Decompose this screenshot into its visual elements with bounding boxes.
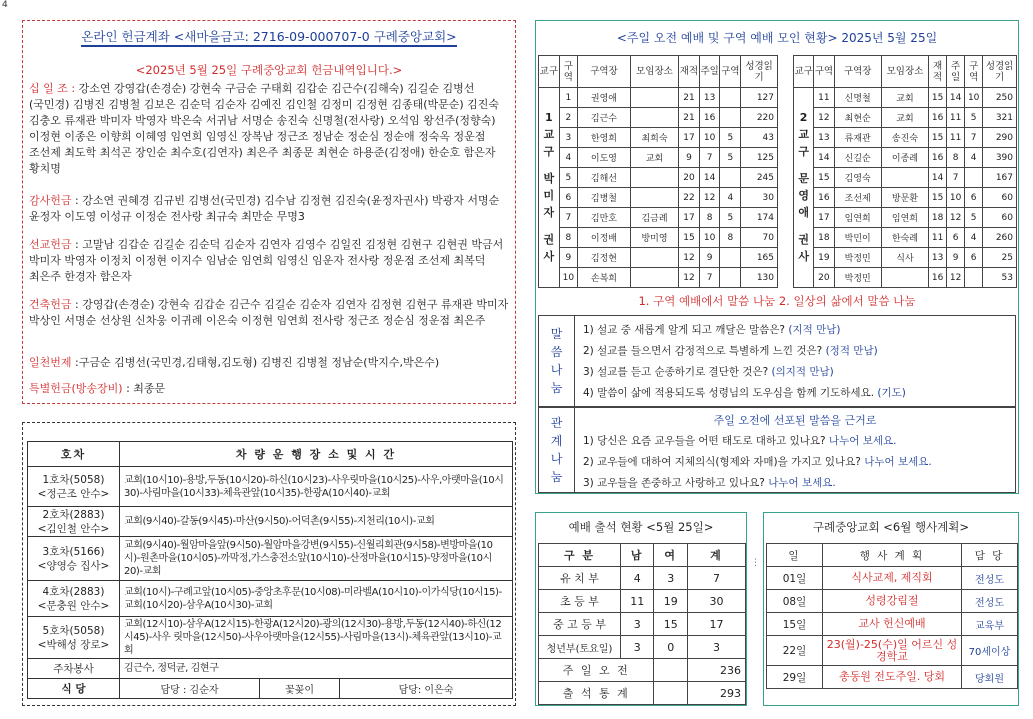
attendance-no: 17: [814, 208, 834, 228]
attendance-reg: 15: [929, 188, 947, 208]
vehicle-header-route: 차 량 운 행 장 소 및 시 간: [120, 442, 513, 467]
table-row: [539, 208, 778, 228]
relation-sharing-box: [538, 407, 1016, 493]
events-title: 구례중앙교회 <6월 행사계획>: [812, 520, 970, 534]
attendance-cell: 6: [965, 248, 983, 268]
table-row: 출 석 통 계 293: [539, 682, 746, 705]
attendance-sun: 14: [699, 168, 720, 188]
table-row: [794, 148, 1017, 168]
attendance-header: 교구: [539, 56, 560, 88]
tithe-label: 십 일 조 :: [29, 82, 79, 95]
vehicle-route: 교회(9시40)-월암마을앞(9시50)-월암마을강변(9시55)-신월리회관(9시58)-변방마을(10시)-원촌마을(10시05)-까막정,가스충전소앞(10시10)-산정마을(10시15)-양정마을(10시20)-교회: [120, 537, 513, 581]
special-names: : 최종문: [122, 382, 166, 395]
attendance-leader: 박정민: [834, 248, 881, 268]
attendance-cell: [965, 268, 983, 288]
building-names: : 강영갑(손경순) 강현숙 김갑순 김근수 김길순 김순자 김연자 김정현 김현구 류재관 박미자 박상인 서명순 선상원 신차웅 이귀례 이은숙 이정현 임연희 전사랑 정근조 정순심 정운점 최은주: [29, 298, 509, 327]
attendance-reg: 12: [679, 268, 700, 288]
attendance-leader: 신명철: [834, 88, 881, 108]
table-row: [794, 268, 1017, 288]
attendance-no: 3: [559, 128, 577, 148]
table-row: [794, 188, 1017, 208]
attendance-cell: [720, 248, 741, 268]
word-question: 4) 말씀이 삶에 적용되도록 성령님의 도우심을 함께 기도하세요. (기도): [583, 387, 906, 399]
table-row: [794, 228, 1017, 248]
attendance-read: 130: [741, 268, 778, 288]
attendance-place: [630, 268, 678, 288]
flower-manager: 담당: 이은숙: [340, 679, 513, 699]
attendance-reg: 16: [929, 108, 947, 128]
attendance-read: 321: [983, 108, 1017, 128]
meal-label: 식 당: [28, 679, 120, 699]
attendance-no: 19: [814, 248, 834, 268]
attendance-read: 220: [741, 108, 778, 128]
attendance-place: [630, 108, 678, 128]
attendance-place: 방문환: [881, 188, 928, 208]
table-row: [28, 507, 513, 537]
attendance-sun: 10: [699, 228, 720, 248]
attendance-header: 재적: [679, 56, 700, 88]
attendance-no: 12: [814, 108, 834, 128]
attendance-reg: 13: [929, 248, 947, 268]
mission-label: 선교헌금: [29, 238, 72, 251]
thousand-names: :구금순 김병선(국민경,김태형,김도형) 김병진 김병철 정남순(박지수,박은수): [71, 356, 440, 369]
attendance-read: 25: [983, 248, 1017, 268]
vehicle-car-cell: 4호차(2883) <문충원 안수>: [28, 581, 120, 617]
attendance-leader: 한영희: [578, 128, 631, 148]
attendance-place: 최희숙: [630, 128, 678, 148]
attendance-leader: 김근수: [578, 108, 631, 128]
tithe-section: [29, 81, 513, 177]
attendance-place: 교회: [881, 108, 928, 128]
attendance-sun: 9: [947, 248, 965, 268]
attendance-place: [881, 268, 928, 288]
table-row: [539, 88, 778, 108]
attendance-header: 교구: [794, 56, 814, 88]
attendance-status-table: [538, 543, 746, 705]
vehicle-route: 교회(10시)-구례고앞(10시05)-중앙초후문(10시08)-미라벨A(10시10)-이가식당(10시15)-교회(10시20)-삼우A(10시30)-교회: [120, 581, 513, 617]
attendance-sun: 9: [699, 248, 720, 268]
table-row: [28, 581, 513, 617]
attendance-read: 125: [741, 148, 778, 168]
building-label: 건축헌금: [29, 298, 72, 311]
attendance-reg: 15: [929, 88, 947, 108]
table-row: 29일 총동원 전도주일. 당회 당회원: [767, 666, 1018, 689]
attendance-no: 10: [559, 268, 577, 288]
attendance-leader: 이도영: [578, 148, 631, 168]
word-question: 2) 설교를 들으면서 감정적으로 특별하게 느낀 것은? (정적 만남): [583, 345, 878, 357]
table-row: [539, 108, 778, 128]
attendance-read: 60: [983, 208, 1017, 228]
worship-box: [535, 20, 1019, 494]
vehicle-car-cell: 5호차(5058) <박해성 장로>: [28, 617, 120, 659]
attendance-cell: 8: [720, 228, 741, 248]
vehicle-route: 교회(10시10)-용방,두동(10시20)-하신(10시23)-사우릿마을(10시25)-사우,아랫마을(10시30)-사림마을(10시33)-체육관앞(10시35)-한광A(10시40)-교회: [120, 467, 513, 507]
attendance-reg: 16: [929, 148, 947, 168]
attendance-place: [630, 168, 678, 188]
vehicle-car-cell: 3호차(5166) <양영승 집사>: [28, 537, 120, 581]
attendance-leader: 이정배: [578, 228, 631, 248]
relation-sharing-heading: 주일 오전에 선포된 말씀을 근거로: [713, 414, 877, 427]
attendance-place: [630, 88, 678, 108]
events-table: [766, 543, 1018, 689]
worship-title: <주일 오전 예배 및 구역 예배 모인 현황> 2025년 5월 25일: [616, 31, 938, 45]
attendance-cell: 7: [965, 128, 983, 148]
table-row: [28, 467, 513, 507]
attendance-cell: 5: [720, 208, 741, 228]
offering-account-title: 온라인 헌금계좌 <새마을금고: 2716-09-000707-0 구례중앙교회>: [23, 27, 515, 45]
word-sharing-label: 말 씀 나 눔: [539, 316, 575, 406]
table-row: 유 치 부 4 3 7: [539, 567, 746, 590]
attendance-header: 주일: [699, 56, 720, 88]
table-row: [539, 56, 778, 88]
thanks-label: 감사헌금: [29, 194, 72, 207]
attendance-place: 이종례: [881, 148, 928, 168]
attendance-reg: 17: [679, 208, 700, 228]
attendance-read: 60: [983, 188, 1017, 208]
attendance-header: 재적: [929, 56, 947, 88]
table-row: [794, 168, 1017, 188]
attendance-cell: 5: [965, 108, 983, 128]
attendance-sun: 10: [947, 188, 965, 208]
table-row: [794, 108, 1017, 128]
attendance-header: 구역: [720, 56, 741, 88]
attendance-read: 290: [983, 128, 1017, 148]
attendance-leader: 박민이: [834, 228, 881, 248]
relation-question: 2) 교우들에 대하여 지체의식(형제와 자매)을 가지고 있나요? 나누어 보세요.: [583, 456, 932, 468]
attendance-read: 127: [741, 88, 778, 108]
attendance-sun: 13: [699, 88, 720, 108]
attendance-read: 167: [983, 168, 1017, 188]
flower-label: 꽃꽂이: [260, 679, 340, 699]
parking-service-label: 주차봉사: [28, 659, 120, 679]
word-question: 1) 설교 중 새롭게 알게 되고 깨달은 말씀은? (지적 만남): [583, 324, 841, 336]
attendance-reg: 12: [679, 248, 700, 268]
attendance-header: 성경읽기: [983, 56, 1017, 88]
attendance-no: 9: [559, 248, 577, 268]
attendance-sun: 8: [699, 208, 720, 228]
attendance-leader: 김해선: [578, 168, 631, 188]
attendance-place: 방미영: [630, 228, 678, 248]
attendance-no: 14: [814, 148, 834, 168]
meal-manager: 담당 : 김순자: [120, 679, 260, 699]
attendance-table-left: [538, 55, 778, 288]
attendance-no: 8: [559, 228, 577, 248]
attendance-read: 250: [983, 88, 1017, 108]
attendance-cell: [720, 88, 741, 108]
page-number: 4: [2, 0, 8, 10]
vehicle-box: [22, 422, 516, 706]
table-row: [28, 659, 513, 679]
attendance-header: 구역: [965, 56, 983, 88]
attendance-cell: 5: [720, 148, 741, 168]
table-row: 15일 교사 헌신예배 교육부: [767, 613, 1018, 636]
table-row: [794, 128, 1017, 148]
table-row: [539, 148, 778, 168]
attendance-reg: 15: [929, 128, 947, 148]
attendance-sun: 16: [699, 108, 720, 128]
table-row: [539, 188, 778, 208]
attendance-place: 김금례: [630, 208, 678, 228]
attendance-header: 성경읽기: [741, 56, 778, 88]
attendance-sun: 6: [947, 228, 965, 248]
attendance-place: 교회: [881, 88, 928, 108]
table-row: 22일 23(월)-25(수)일 어르신 성경학교 70세이상: [767, 636, 1018, 666]
thousand-section: [29, 355, 513, 371]
table-row: 중 고 등 부 3 15 17: [539, 613, 746, 636]
attendance-cell: 5: [965, 208, 983, 228]
offering-box: [22, 20, 516, 404]
table-row: 01일 식사교제, 제직회 전성도: [767, 567, 1018, 590]
attendance-cell: 6: [965, 188, 983, 208]
parish-group-label: 1 교 구 박 미 자 권 사: [539, 88, 560, 288]
thousand-label: 일천번제: [29, 356, 72, 369]
attendance-reg: 20: [679, 168, 700, 188]
sharing-title: 1. 구역 예배에서 말씀 나눔 2. 일상의 삶에서 말씀 나눔: [638, 294, 916, 308]
attendance-place: 한숙례: [881, 228, 928, 248]
attendance-leader: 권영애: [578, 88, 631, 108]
table-row: [539, 228, 778, 248]
vehicle-header-car: 호차: [28, 442, 120, 467]
attendance-read: 43: [741, 128, 778, 148]
table-row: [539, 248, 778, 268]
attendance-cell: [720, 268, 741, 288]
attendance-cell: [720, 108, 741, 128]
attendance-no: 13: [814, 128, 834, 148]
attendance-place: 교회: [630, 148, 678, 168]
table-row: [28, 679, 513, 699]
special-section: [29, 381, 513, 397]
attendance-reg: 17: [679, 128, 700, 148]
attendance-header: 구역장: [834, 56, 881, 88]
table-row: [539, 128, 778, 148]
attendance-no: 16: [814, 188, 834, 208]
vehicle-car-cell: 2호차(2883) <김인철 안수>: [28, 507, 120, 537]
attendance-no: 7: [559, 208, 577, 228]
table-row: [28, 537, 513, 581]
attendance-cell: [720, 168, 741, 188]
attendance-leader: 김만호: [578, 208, 631, 228]
attendance-read: 245: [741, 168, 778, 188]
table-row: 주 일 오 전 236: [539, 659, 746, 682]
table-row: [794, 88, 1017, 108]
table-row: 청년부(토요일) 3 0 3: [539, 636, 746, 659]
attendance-sun: 12: [699, 188, 720, 208]
table-row: 08일 성령강림절 전성도: [767, 590, 1018, 613]
attendance-leader: 류재관: [834, 128, 881, 148]
vehicle-route: 교회(9시40)-갈동(9시45)-마산(9시50)-어덕촌(9시55)-지천리(10시)-교회: [120, 507, 513, 537]
table-row: [28, 617, 513, 659]
attendance-read: 70: [741, 228, 778, 248]
attendance-read: 165: [741, 248, 778, 268]
events-box: [763, 512, 1019, 706]
table-row: 구 분 남 여 계: [539, 544, 746, 567]
attendance-header: 모임장소: [881, 56, 928, 88]
attendance-sun: 7: [947, 168, 965, 188]
word-sharing-box: [538, 315, 1016, 407]
attendance-no: 4: [559, 148, 577, 168]
attendance-place: [630, 188, 678, 208]
tithe-names: 강소연 강영갑(손경순) 강현숙 구금순 구태회 김갑순 김근수(김해숙) 김길순 김병선(국민경) 김병진 김병철 김보은 김순덕 김순자 김예진 김인철 김정미 김정현 김종태(박문순) 김진숙 김충오 류재관 박미자 박영자 박은숙 서귀남 서명순 송진숙 신명철(전사랑) 오석임 왕선주(정향숙) 이정현 이종은 이향희 이혜영 임연희 임영신 장복남 정근조 정남순 정순심 정순애 정숙옥 정운점 조선제 최도학 최석곤 장인순 최수호(김연자) 최은주 최종문 최현순 하용준(김정애) 한순호 함은자 황치명: [29, 82, 500, 175]
table-row: [794, 56, 1017, 88]
word-question: 3) 설교를 듣고 순종하기로 결단한 것은? (의지적 만남): [583, 366, 834, 378]
attendance-sun: 12: [947, 268, 965, 288]
attendance-leader: 조선제: [834, 188, 881, 208]
relation-question: 1) 당신은 요즘 교우들을 어떤 태도로 대하고 있나요? 나누어 보세요.: [583, 435, 897, 447]
attendance-leader: 김병철: [578, 188, 631, 208]
attendance-sun: 11: [947, 128, 965, 148]
attendance-sun: 8: [947, 148, 965, 168]
thanks-section: [29, 193, 513, 225]
attendance-reg: 21: [679, 88, 700, 108]
mission-section: [29, 237, 513, 285]
attendance-cell: 5: [720, 128, 741, 148]
table-row: [794, 248, 1017, 268]
attendance-header: 구역장: [578, 56, 631, 88]
attendance-header: 모임장소: [630, 56, 678, 88]
attendance-header: 구역: [559, 56, 577, 88]
separator-dots: ⋮: [751, 558, 760, 568]
attendance-reg: 14: [929, 168, 947, 188]
attendance-leader: 김영숙: [834, 168, 881, 188]
attendance-read: 390: [983, 148, 1017, 168]
attendance-cell: 4: [965, 228, 983, 248]
table-row: 초 등 부 11 19 30: [539, 590, 746, 613]
attendance-sun: 10: [699, 128, 720, 148]
attendance-place: 송진숙: [881, 128, 928, 148]
attendance-read: 30: [741, 188, 778, 208]
attendance-leader: 임연희: [834, 208, 881, 228]
attendance-header: 구역: [814, 56, 834, 88]
offering-subtitle: <2025년 5월 25일 구례중앙교회 헌금내역입니다.>: [135, 63, 403, 77]
attendance-reg: 9: [679, 148, 700, 168]
attendance-place: 식사: [881, 248, 928, 268]
attendance-read: 260: [983, 228, 1017, 248]
attendance-sun: 11: [947, 108, 965, 128]
attendance-cell: [965, 168, 983, 188]
thanks-names: : 강소연 권혜경 김규빈 김병선(국민경) 김수남 김정현 김진숙(윤정자권사) 박광자 서명순 윤정자 이도영 이성규 이정순 전사랑 최규숙 최만순 무명3: [29, 194, 500, 223]
attendance-status-title: 예배 출석 현황 <5월 25일>: [568, 520, 714, 534]
attendance-header: 주일: [947, 56, 965, 88]
vehicle-table: [27, 441, 513, 699]
attendance-cell: 10: [965, 88, 983, 108]
attendance-sun: 14: [947, 88, 965, 108]
table-row: [28, 442, 513, 467]
attendance-no: 18: [814, 228, 834, 248]
attendance-leader: 신길순: [834, 148, 881, 168]
attendance-leader: 박정민: [834, 268, 881, 288]
attendance-no: 20: [814, 268, 834, 288]
attendance-sun: 12: [947, 208, 965, 228]
attendance-reg: 16: [929, 268, 947, 288]
attendance-place: [881, 168, 928, 188]
attendance-table-right: [793, 55, 1017, 288]
attendance-leader: 손복희: [578, 268, 631, 288]
special-label: 특별헌금(방송장비): [29, 382, 123, 395]
attendance-reg: 18: [929, 208, 947, 228]
attendance-reg: 21: [679, 108, 700, 128]
table-row: [539, 268, 778, 288]
attendance-sun: 7: [699, 148, 720, 168]
attendance-place: [630, 248, 678, 268]
attendance-reg: 15: [679, 228, 700, 248]
attendance-status-box: [535, 512, 747, 706]
relation-sharing-label: 관 계 나 눔: [539, 408, 575, 492]
attendance-cell: 4: [720, 188, 741, 208]
table-row: [539, 168, 778, 188]
attendance-no: 11: [814, 88, 834, 108]
attendance-place: 임연희: [881, 208, 928, 228]
attendance-leader: 김정현: [578, 248, 631, 268]
building-section: [29, 297, 513, 329]
table-row: [794, 208, 1017, 228]
vehicle-car-cell: 1호차(5058) <정근조 안수>: [28, 467, 120, 507]
attendance-no: 2: [559, 108, 577, 128]
attendance-no: 1: [559, 88, 577, 108]
table-row: 일 행 사 계 획 담 당: [767, 544, 1018, 567]
attendance-reg: 22: [679, 188, 700, 208]
attendance-read: 53: [983, 268, 1017, 288]
relation-question: 3) 교우들을 존중하고 사랑하고 있나요? 나누어 보세요.: [583, 477, 836, 489]
parish-group-label: 2 교 구 문 영 애 권 사: [794, 88, 814, 288]
attendance-reg: 11: [929, 228, 947, 248]
mission-names: : 고말남 김갑순 김길순 김순덕 김순자 김연자 김영수 김일진 김정현 김현구 김현권 박금서 박미자 박영자 이정치 이정현 이지수 임남순 임연희 임영신 임운자 전사랑 정운점 조선제 최복덕 최은주 한경자 함은자: [29, 238, 504, 283]
attendance-no: 6: [559, 188, 577, 208]
attendance-sun: 7: [699, 268, 720, 288]
parking-service-names: 김근수, 정덕균, 김현구: [120, 659, 513, 679]
attendance-cell: 4: [965, 148, 983, 168]
attendance-read: 174: [741, 208, 778, 228]
attendance-no: 15: [814, 168, 834, 188]
attendance-leader: 최현순: [834, 108, 881, 128]
attendance-no: 5: [559, 168, 577, 188]
vehicle-route: 교회(12시10)-삼우A(12시15)-한광A(12시20)-광의(12시30)-용방,두동(12시40)-하신(12시45)-사우 릿마을(12시50)-사우아랫마을(12시55)-사림마을(13시)-체육관앞(13시10)-교회: [120, 617, 513, 659]
